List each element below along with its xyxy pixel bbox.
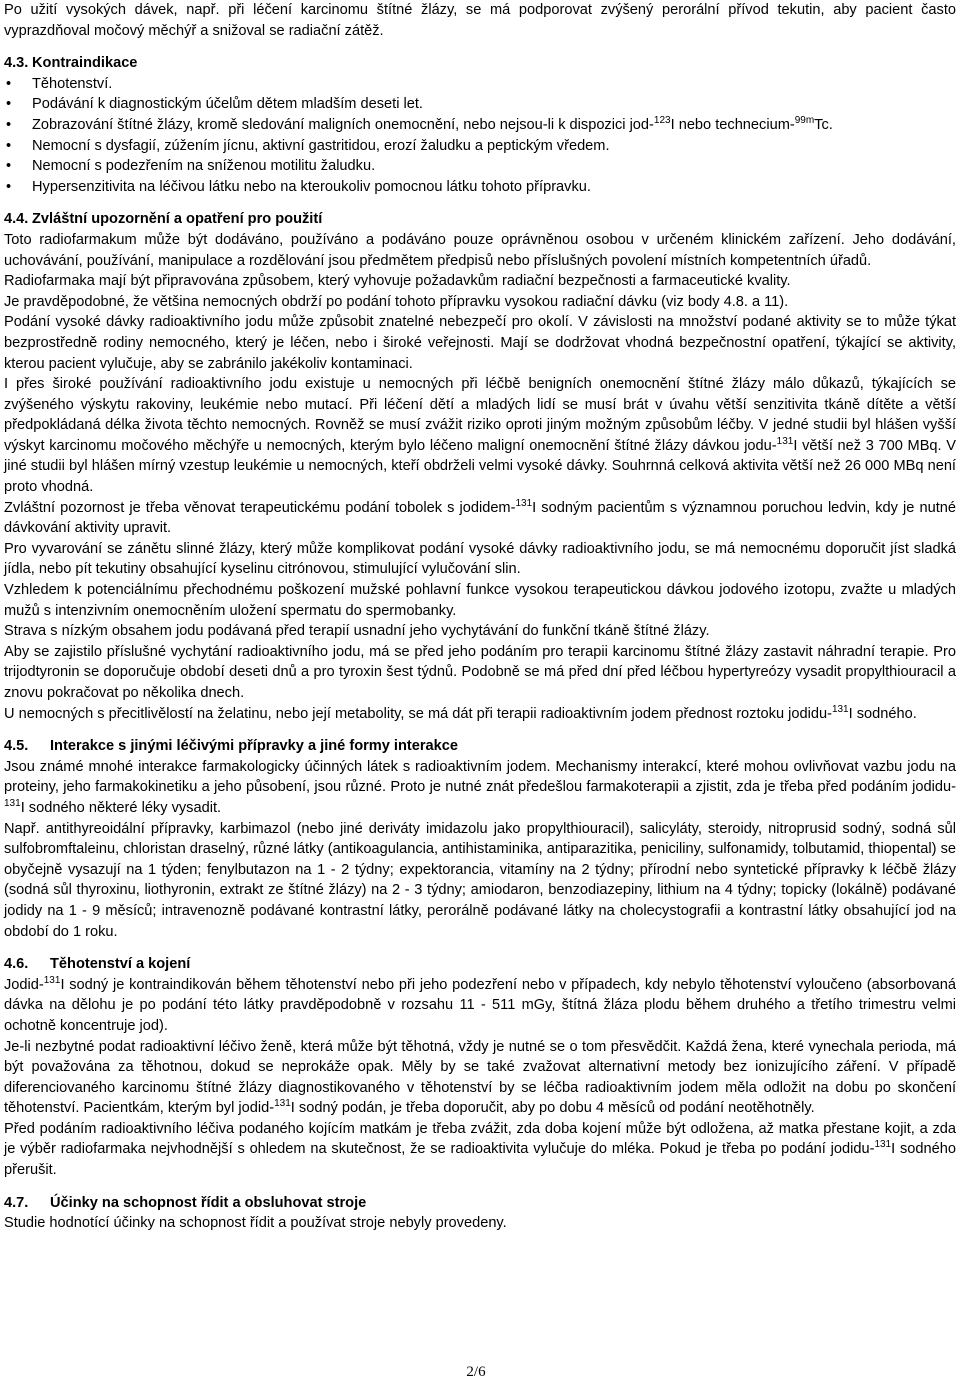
- paragraph-text: Pro vyvarování se zánětu slinné žlázy, který může komplikovat podání vysoké dávky radioaktivního jodu, se má nemocnému doporučit jíst sladká jídla, nebo pít tekutiny obsahující kyselinu citrónovou, stimulující vylučování slin.: [4, 540, 956, 578]
- superscript: 131: [274, 1098, 291, 1110]
- paragraph: [4, 819, 956, 943]
- paragraph-text: Radiofarmaka mají být připravována způsobem, který vyhovuje požadavkům radiační bezpečnosti a farmaceutické kvality.: [4, 273, 791, 290]
- section-heading-4-6: [4, 954, 956, 975]
- superscript: 123: [653, 114, 671, 126]
- paragraph-text: I přes široké používání radioaktivního jodu existuje u nemocných při léčbě benigních onemocnění štítné žlázy málo důkazů, týkajících se zvýšeného výskytu rakoviny, leukémie nebo mutací. Při léčení dětí a mladých lidí se musí brát v úvahu větší senzitivita tkáně dítěte a větší předpokládaná délka života těchto nemocných. Rovněž se musí zvážit riziko oproti jiným možným způsobům léčby. V jedné studii byl hlášen vyšší výskyt karcinomu močového měchýře u nemocných, kterým bylo léčeno maligní onemocnění štítné žlázy dávkou jodu-: [4, 376, 956, 454]
- superscript: 131: [4, 797, 21, 809]
- spacer: [4, 41, 956, 53]
- paragraph-text: I sodného.: [848, 705, 917, 722]
- list-item: [4, 115, 956, 136]
- spacer: [4, 942, 956, 954]
- intro-paragraph: [4, 0, 956, 41]
- list-item-text: Nemocní s dysfagií, zúžením jícnu, aktivní gastritidou, erozí žaludku a peptickým vředem.: [32, 137, 610, 154]
- paragraph-text: I větší než 3 700 MBq. V jiné studii byl hlášen mírný vzestup leukémie u nemocných, kteří obdrželi velmi vysoké dávky. Souhrnná celková aktivita větší než 26 000 MBq není proto vhodná.: [4, 437, 957, 496]
- list-item: [4, 74, 956, 95]
- paragraph: [4, 312, 956, 374]
- section-title: Interakce s jinými léčivými přípravky a jiné formy interakce: [50, 738, 459, 755]
- list-item-text: Nemocní s podezřením na sníženou motilitu žaludku.: [32, 158, 376, 175]
- paragraph-text: Je-li nezbytné podat radioaktivní léčivo ženě, která může být těhotná, vždy je nutné se o tom přesvědčit. Každá žena, které vynechala perioda, má být považována za těhotnou, dokud se neprokáže opak. Měly by se také zvažovat alternativní metody bez ionizujícího záření. V případě diferenciovaného karcinomu štítné žlázy diagnostikovaného v těhotenství by se léčba radioaktivním jodem měla odložit na dobu po skončení těhotenství. Pacientkám, kterým byl jodid-: [4, 1038, 956, 1117]
- spacer: [4, 724, 956, 736]
- list-item-text: Tc.: [814, 116, 833, 133]
- section-heading-4-7: [4, 1193, 956, 1214]
- list-item: [4, 94, 956, 115]
- paragraph: [4, 374, 956, 498]
- paragraph: [4, 975, 956, 1037]
- superscript: 99m: [794, 114, 815, 126]
- paragraph: [4, 621, 956, 642]
- paragraph-text: Podání vysoké dávky radioaktivního jodu může způsobit znatelné nebezpečí pro okolí. V závislosti na množství podané aktivity se to může týkat bezprostředně rodiny nemocného, který je léčen, nebo i široké veřejnosti. Mají se dodržovat vhodná bezpečnostní opatření, týkající se aktivity, kterou pacient vylučuje, aby se zabránilo jakékoliv kontaminaci.: [4, 314, 956, 372]
- list-item-text: Hypersenzitivita na léčivou látku nebo na kteroukoliv pomocnou látku tohoto přípravku.: [32, 178, 591, 195]
- spacer: [4, 1181, 956, 1193]
- paragraph: [4, 498, 956, 539]
- paragraph: [4, 1037, 956, 1119]
- page-number: 2/6: [466, 1364, 486, 1380]
- intro-text: Po užití vysokých dávek, např. při léčení karcinomu štítné žlázy, se má podporovat zvýšený perorální přívod tekutin, aby pacient často vyprazdňoval močový měchýř a snižoval se radiační zátěž.: [4, 2, 956, 39]
- list-item-text: Zobrazování štítné žlázy, kromě sledování maligních onemocnění, nebo nejsou-li k dispozici jod-: [32, 116, 654, 133]
- list-item-text: Těhotenství.: [32, 75, 113, 92]
- superscript: 131: [776, 435, 794, 447]
- paragraph: [4, 292, 956, 313]
- paragraph-text: I sodný je kontraindikován během těhotenství nebo při jeho podezření nebo v případech, kdy nebylo těhotenství vyloučeno (absorbovaná dávka na dělohu je po podání této látky pravděpodobně v rozsahu 11 - 511 mGy, štítná žláza plodu během druhého a třetího trimestru velmi ochotně koncentruje jod).: [4, 976, 956, 1034]
- paragraph: [4, 757, 956, 819]
- section-title: Těhotenství a kojení: [50, 956, 191, 973]
- paragraph: [4, 580, 956, 621]
- paragraph: [4, 1213, 956, 1234]
- paragraph-text: Je pravděpodobné, že většina nemocných obdrží po podání tohoto přípravku vysokou radiační dávku (viz body 4.8. a 11).: [4, 293, 789, 310]
- list-item: [4, 177, 956, 198]
- superscript: 131: [874, 1139, 892, 1151]
- paragraph-text: Strava s nízkým obsahem jodu podávaná před terapií usnadní jeho vychytávání do funkční tkáně štítné žlázy.: [4, 623, 710, 640]
- paragraph-text: I sodný podán, je třeba doporučit, aby po dobu 4 měsíců od podání neotěhotněly.: [290, 1100, 815, 1117]
- paragraph-text: Aby se zajistilo příslušné vychytání radioaktivního jodu, má se před jeho podáním pro terapii karcinomu štítné žlázy zastavit náhradní terapie. Pro trijodtyronin se doporučuje období deseti dnů a pro tyroxin šest týdnů. Podobně se má před dní před léčbou hypertyreózy vysadit propylthiouracil a znovu pokračovat po několika dnech.: [4, 643, 956, 701]
- paragraph-text: Vzhledem k potenciálnímu přechodnému poškození mužské pohlavní funkce vysokou terapeutickou dávkou jodového izotopu, zvažte u mladých mužů s intenzivním onemocněním uložení spermatu do spermobanky.: [4, 582, 956, 619]
- paragraph: [4, 230, 956, 271]
- section-number: 4.4.: [4, 211, 29, 228]
- section-title: Účinky na schopnost řídit a obsluhovat stroje: [50, 1194, 367, 1211]
- paragraph: [4, 539, 956, 580]
- paragraph-text: U nemocných s přecitlivělostí na želatinu, nebo její metabolity, se má dát při terapii radioaktivním jodem přednost roztoku jodidu-: [4, 705, 832, 722]
- list-item-text: I nebo technecium-: [670, 116, 795, 133]
- section-title: Zvláštní upozornění a opatření pro použití: [32, 211, 323, 228]
- paragraph-text: Zvláštní pozornost je třeba věnovat terapeutickému podání tobolek s jodidem-: [4, 499, 516, 516]
- superscript: 131: [515, 497, 533, 509]
- spacer: [4, 197, 956, 209]
- section-number: 4.7.: [4, 1194, 29, 1211]
- paragraph-text: Např. antithyreoidální přípravky, karbimazol (nebo jiné deriváty imidazolu jako propylthiouracil), salicyláty, steroidy, nitroprusid sodný, sodná sůl sulfobromftaleinu, chloristan draselný, různé látky (antikoagulancia, antihistaminika, antiparazitika, peniciliny, sulfonamidy, tolbutamid, thiopental) se obyčejně vysazují na 1 týden; fenylbutazon na 1 - 2 týdny; expektorancia, vitamíny na 2 týdny; přírodní nebo syntetické přípravky k léčbě žlázy (sodná sůl thyroxinu, liothyronin, extrakt ze štítné žlázy) na 2 - 3 týdny; amiodaron, benzodiazepiny, lithium na 4 týdny; topicky (lokálně) podávané jodidy na 1 - 9 měsíců; intravenozně podávané kontrastní látky, perorálně podávané látky na cholecystografii a kontrastní látky obsahující jod na období do 1 roku.: [4, 820, 956, 940]
- list-item-text: Podávání k diagnostickým účelům dětem mladším deseti let.: [32, 96, 423, 113]
- list-item: [4, 156, 956, 177]
- paragraph: [4, 271, 956, 292]
- section-heading-4-3: [4, 53, 956, 74]
- paragraph-text: Toto radiofarmakum může být dodáváno, používáno a podáváno pouze oprávněnou osobou v určeném klinickém zařízení. Jeho dodávání, uchovávání, používání, manipulace a rozdělování jsou předmětem předpisů nebo příslušných povolení místních kompetentních úřadů.: [4, 231, 956, 269]
- paragraph: [4, 704, 956, 725]
- paragraph: [4, 642, 956, 704]
- paragraph-text: I sodného přerušit.: [4, 1141, 956, 1179]
- section-number: 4.3.: [4, 55, 29, 72]
- section-heading-4-5: [4, 736, 956, 757]
- paragraph-text: Studie hodnotící účinky na schopnost řídit a používat stroje nebyly provedeny.: [4, 1215, 507, 1232]
- document-page: [4, 0, 956, 1382]
- section-number: 4.6.: [4, 956, 29, 973]
- contraindication-list: [4, 74, 956, 198]
- paragraph-text: I sodným pacientům s významnou poruchou ledvin, kdy je nutné dávkování aktivity upravit.: [4, 499, 956, 537]
- paragraph-text: Jsou známé mnohé interakce farmakologicky účinných látek s radioaktivním jodem. Mechanismy interakcí, které mohou ovlivňovat vazbu jodu na proteiny, jeho farmakokinetiku a jeho působení, jsou různé. Proto je nutné znát předešlou farmakoterapii a zjistit, zda je třeba před podáním jodidu-: [4, 758, 956, 796]
- superscript: 131: [43, 974, 61, 986]
- paragraph-text: Jodid-: [4, 976, 44, 993]
- paragraph-text: I sodného některé léky vysadit.: [20, 799, 222, 816]
- superscript: 131: [831, 703, 849, 715]
- list-item: [4, 136, 956, 157]
- section-heading-4-4: [4, 209, 956, 230]
- paragraph-text: Před podáním radioaktivního léčiva podaného kojícím matkám je třeba zvážit, zda doba kojení může být odložena, až matka přestane kojit, a zda je výběr radiofarmaka nejvhodnější s ohledem na skutečnost, že se radioaktivita vylučuje do mléka. Pokud je třeba po podání jodidu-: [4, 1120, 956, 1158]
- section-title: Kontraindikace: [32, 55, 138, 72]
- paragraph: [4, 1119, 956, 1181]
- section-number: 4.5.: [4, 738, 29, 755]
